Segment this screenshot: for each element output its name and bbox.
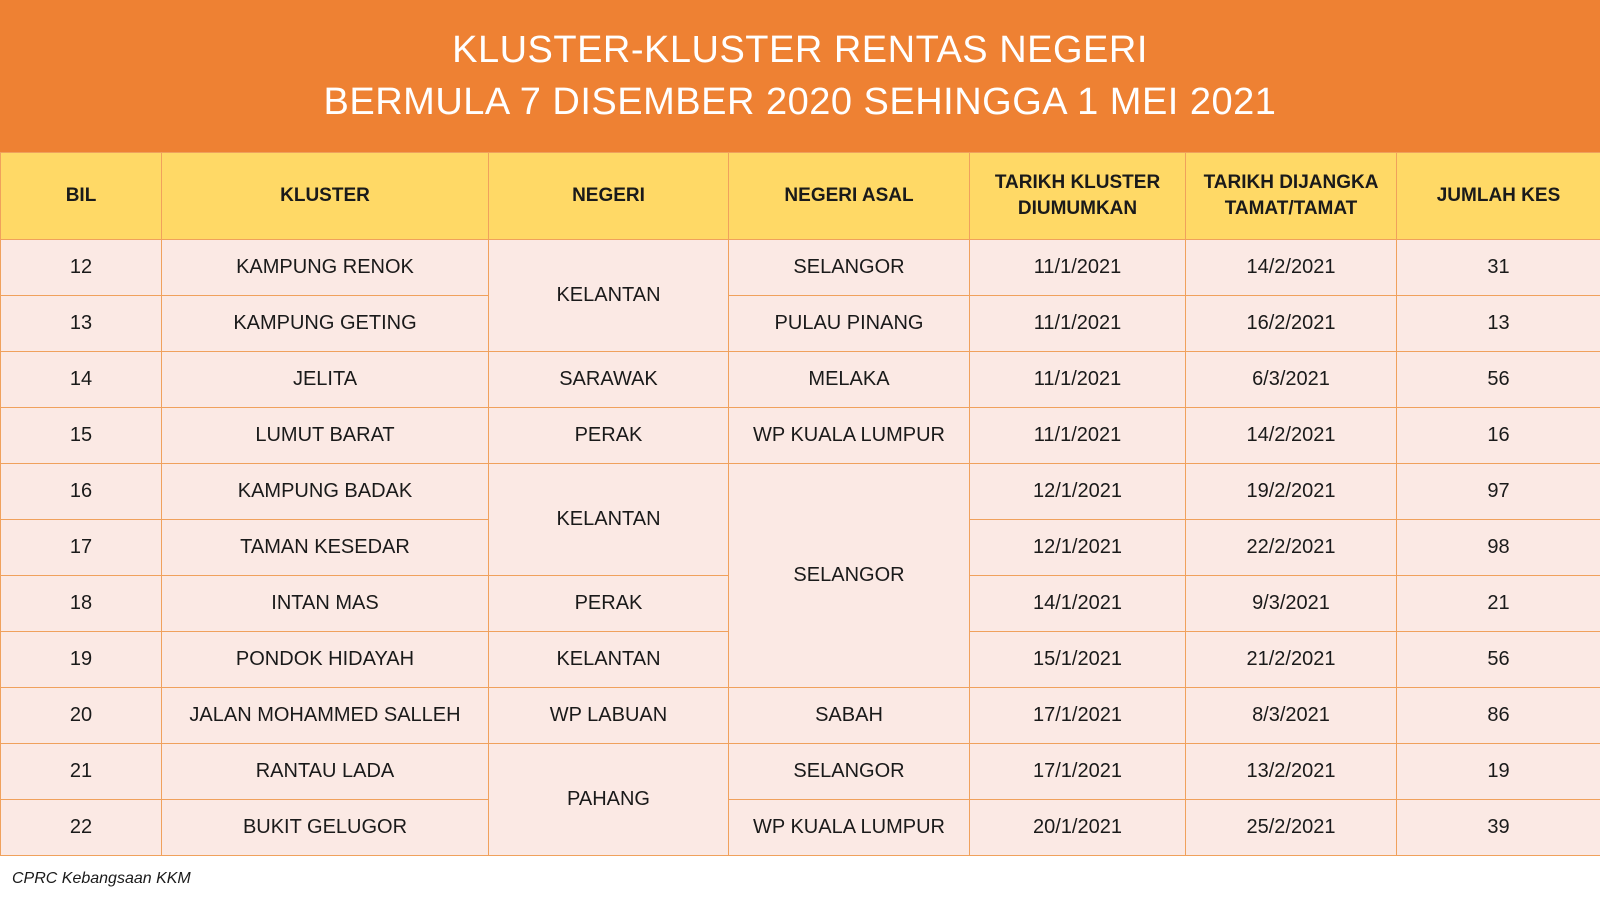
- cell-tarikh-diumumkan: 12/1/2021: [970, 520, 1186, 576]
- cell-negeri: KELANTAN: [489, 464, 729, 576]
- cell-negeri: WP LABUAN: [489, 688, 729, 744]
- cell-tarikh-tamat: 14/2/2021: [1186, 408, 1397, 464]
- cell-negeri: PAHANG: [489, 744, 729, 856]
- header-jumlah-kes: JUMLAH KES: [1397, 153, 1600, 240]
- cell-kluster: JALAN MOHAMMED SALLEH: [162, 688, 489, 744]
- table-row: [1, 296, 1600, 352]
- cell-kluster: LUMUT BARAT: [162, 408, 489, 464]
- table-row: [1, 408, 1600, 464]
- cell-tarikh-tamat: 14/2/2021: [1186, 240, 1397, 296]
- cell-negeri-asal: SABAH: [729, 688, 970, 744]
- cell-tarikh-tamat: 19/2/2021: [1186, 464, 1397, 520]
- cell-negeri: KELANTAN: [489, 632, 729, 688]
- header-tarikh-tamat: [1186, 153, 1397, 240]
- cell-tarikh-tamat: 25/2/2021: [1186, 800, 1397, 856]
- cell-bil: 16: [1, 464, 162, 520]
- cell-bil: 17: [1, 520, 162, 576]
- cell-tarikh-diumumkan: 14/1/2021: [970, 576, 1186, 632]
- cell-jumlah-kes: 39: [1397, 800, 1600, 856]
- header-tarikh-diumumkan-line-1: TARIKH KLUSTER: [994, 172, 1161, 193]
- cell-tarikh-tamat: 8/3/2021: [1186, 688, 1397, 744]
- cell-jumlah-kes: 56: [1397, 632, 1600, 688]
- header-tarikh-diumumkan-line-2: DIUMUMKAN: [1017, 198, 1138, 219]
- cell-bil: 21: [1, 744, 162, 800]
- cell-tarikh-diumumkan: 11/1/2021: [970, 296, 1186, 352]
- cell-jumlah-kes: 19: [1397, 744, 1600, 800]
- cell-kluster: KAMPUNG GETING: [162, 296, 489, 352]
- header-kluster: KLUSTER: [162, 153, 489, 240]
- cell-kluster: RANTAU LADA: [162, 744, 489, 800]
- cell-tarikh-diumumkan: 17/1/2021: [970, 688, 1186, 744]
- cell-kluster: PONDOK HIDAYAH: [162, 632, 489, 688]
- table-row: [1, 240, 1600, 296]
- cell-tarikh-tamat: 6/3/2021: [1186, 352, 1397, 408]
- cell-negeri-asal: SELANGOR: [729, 744, 970, 800]
- cell-kluster: TAMAN KESEDAR: [162, 520, 489, 576]
- cell-negeri-asal: SELANGOR: [729, 240, 970, 296]
- header-tarikh-tamat-line-2: TAMAT/TAMAT: [1224, 198, 1358, 219]
- cell-tarikh-diumumkan: 20/1/2021: [970, 800, 1186, 856]
- title-banner: [0, 0, 1600, 152]
- cell-bil: 13: [1, 296, 162, 352]
- cell-kluster: KAMPUNG RENOK: [162, 240, 489, 296]
- header-tarikh-tamat-line-1: TARIKH DIJANGKA: [1203, 172, 1379, 193]
- cell-negeri: KELANTAN: [489, 240, 729, 352]
- source-footer: CPRC Kebangsaan KKM: [12, 870, 191, 887]
- cell-jumlah-kes: 97: [1397, 464, 1600, 520]
- cell-tarikh-diumumkan: 11/1/2021: [970, 352, 1186, 408]
- cluster-table: [0, 152, 1600, 856]
- cell-tarikh-tamat: 22/2/2021: [1186, 520, 1397, 576]
- cell-bil: 22: [1, 800, 162, 856]
- cell-kluster: BUKIT GELUGOR: [162, 800, 489, 856]
- cell-negeri-asal: WP KUALA LUMPUR: [729, 800, 970, 856]
- table-row: [1, 744, 1600, 800]
- cell-jumlah-kes: 56: [1397, 352, 1600, 408]
- cell-tarikh-diumumkan: 17/1/2021: [970, 744, 1186, 800]
- cell-negeri: PERAK: [489, 408, 729, 464]
- cell-negeri-asal: SELANGOR: [729, 464, 970, 688]
- cell-negeri-asal: PULAU PINANG: [729, 296, 970, 352]
- cell-tarikh-tamat: 13/2/2021: [1186, 744, 1397, 800]
- title-line-1: KLUSTER-KLUSTER RENTAS NEGERI: [452, 29, 1148, 71]
- cell-jumlah-kes: 13: [1397, 296, 1600, 352]
- cell-jumlah-kes: 31: [1397, 240, 1600, 296]
- header-negeri-asal: NEGERI ASAL: [729, 153, 970, 240]
- cell-bil: 20: [1, 688, 162, 744]
- cell-negeri: PERAK: [489, 576, 729, 632]
- cell-jumlah-kes: 21: [1397, 576, 1600, 632]
- cell-jumlah-kes: 16: [1397, 408, 1600, 464]
- table-row: [1, 688, 1600, 744]
- table-row: [1, 464, 1600, 520]
- cell-bil: 14: [1, 352, 162, 408]
- cell-tarikh-diumumkan: 11/1/2021: [970, 240, 1186, 296]
- cell-tarikh-tamat: 21/2/2021: [1186, 632, 1397, 688]
- table-row: [1, 800, 1600, 856]
- header-row: [1, 153, 1600, 240]
- cell-jumlah-kes: 86: [1397, 688, 1600, 744]
- cell-tarikh-tamat: 16/2/2021: [1186, 296, 1397, 352]
- header-tarikh-diumumkan: [970, 153, 1186, 240]
- table-row: [1, 352, 1600, 408]
- cell-negeri-asal: WP KUALA LUMPUR: [729, 408, 970, 464]
- cell-negeri-asal: MELAKA: [729, 352, 970, 408]
- header-bil: BIL: [1, 153, 162, 240]
- cell-negeri: SARAWAK: [489, 352, 729, 408]
- cell-kluster: JELITA: [162, 352, 489, 408]
- cell-tarikh-tamat: 9/3/2021: [1186, 576, 1397, 632]
- header-negeri: NEGERI: [489, 153, 729, 240]
- cell-kluster: INTAN MAS: [162, 576, 489, 632]
- title-line-2: BERMULA 7 DISEMBER 2020 SEHINGGA 1 MEI 2021: [323, 81, 1277, 123]
- cell-bil: 19: [1, 632, 162, 688]
- cell-bil: 15: [1, 408, 162, 464]
- cell-jumlah-kes: 98: [1397, 520, 1600, 576]
- cell-tarikh-diumumkan: 12/1/2021: [970, 464, 1186, 520]
- cell-bil: 12: [1, 240, 162, 296]
- cell-tarikh-diumumkan: 15/1/2021: [970, 632, 1186, 688]
- cell-kluster: KAMPUNG BADAK: [162, 464, 489, 520]
- cell-tarikh-diumumkan: 11/1/2021: [970, 408, 1186, 464]
- cell-bil: 18: [1, 576, 162, 632]
